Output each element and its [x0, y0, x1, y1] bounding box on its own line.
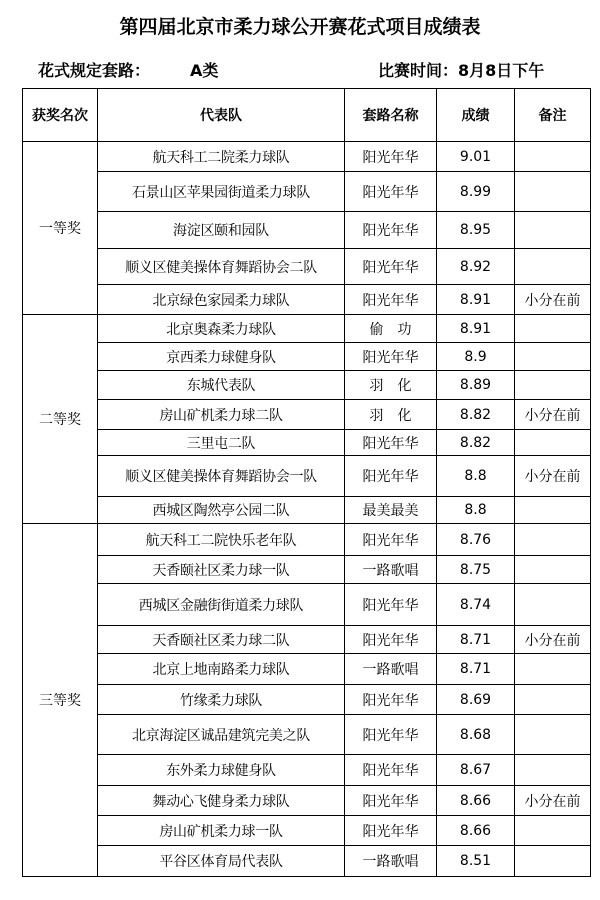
table-row — [23, 755, 591, 786]
routine-cell: 阳光年华 — [345, 172, 437, 212]
score-cell: 8.75 — [437, 556, 515, 584]
team-cell: 顺义区健美操体育舞蹈协会二队 — [98, 249, 345, 285]
note-cell: 小分在前 — [515, 456, 591, 497]
score-cell: 8.99 — [437, 172, 515, 212]
table-row — [23, 786, 591, 816]
note-cell — [515, 343, 591, 371]
score-cell: 8.66 — [437, 786, 515, 816]
team-cell: 天香颐社区柔力球一队 — [98, 556, 345, 584]
score-cell: 8.95 — [437, 212, 515, 249]
table-row — [23, 846, 591, 877]
score-cell: 8.51 — [437, 846, 515, 877]
team-cell: 西城区金融街街道柔力球队 — [98, 584, 345, 626]
note-cell — [515, 846, 591, 877]
note-cell — [515, 315, 591, 343]
score-cell: 8.71 — [437, 654, 515, 685]
note-cell — [515, 430, 591, 456]
header-award: 获奖名次 — [23, 89, 98, 142]
team-cell: 北京绿色家园柔力球队 — [98, 285, 345, 315]
score-cell: 8.69 — [437, 685, 515, 715]
score-cell: 8.9 — [437, 343, 515, 371]
note-cell — [515, 584, 591, 626]
header-row — [23, 89, 591, 142]
award-cell: 二等奖 — [23, 315, 98, 524]
routine-cell: 阳光年华 — [345, 249, 437, 285]
table-row — [23, 556, 591, 584]
header-team: 代表队 — [98, 89, 345, 142]
routine-cell: 阳光年华 — [345, 715, 437, 755]
routine-info — [38, 58, 218, 81]
routine-cell: 阳光年华 — [345, 755, 437, 786]
team-cell: 东外柔力球健身队 — [98, 755, 345, 786]
table-row — [23, 816, 591, 846]
note-cell — [515, 524, 591, 556]
routine-cell: 一路歌唱 — [345, 654, 437, 685]
score-cell: 8.66 — [437, 816, 515, 846]
score-cell: 8.92 — [437, 249, 515, 285]
routine-cell: 阳光年华 — [345, 816, 437, 846]
note-cell — [515, 715, 591, 755]
header-routine: 套路名称 — [345, 89, 437, 142]
routine-cell: 阳光年华 — [345, 584, 437, 626]
note-cell — [515, 142, 591, 172]
table-row — [23, 400, 591, 430]
routine-cell: 羽 化 — [345, 371, 437, 400]
results-table — [22, 88, 591, 877]
team-cell: 顺义区健美操体育舞蹈协会一队 — [98, 456, 345, 497]
table-row — [23, 315, 591, 343]
note-cell — [515, 654, 591, 685]
routine-cell: 阳光年华 — [345, 685, 437, 715]
routine-label: 花式规定套路： — [38, 61, 151, 80]
team-cell: 北京奥森柔力球队 — [98, 315, 345, 343]
team-cell: 平谷区体育局代表队 — [98, 846, 345, 877]
routine-cell: 阳光年华 — [345, 786, 437, 816]
table-row — [23, 497, 591, 524]
routine-cell: 羽 化 — [345, 400, 437, 430]
table-row — [23, 685, 591, 715]
page-title: 第四届北京市柔力球公开赛花式项目成绩表 — [119, 16, 481, 38]
team-cell: 天香颐社区柔力球二队 — [98, 626, 345, 654]
team-cell: 海淀区颐和园队 — [98, 212, 345, 249]
table-row — [23, 371, 591, 400]
note-cell — [515, 371, 591, 400]
note-cell — [515, 497, 591, 524]
routine-cell: 偷 功 — [345, 315, 437, 343]
score-cell: 8.82 — [437, 430, 515, 456]
score-cell: 8.68 — [437, 715, 515, 755]
team-cell: 石景山区苹果园街道柔力球队 — [98, 172, 345, 212]
note-cell — [515, 685, 591, 715]
score-cell: 8.91 — [437, 285, 515, 315]
team-cell: 房山矿机柔力球一队 — [98, 816, 345, 846]
team-cell: 京西柔力球健身队 — [98, 343, 345, 371]
note-cell — [515, 816, 591, 846]
table-row — [23, 212, 591, 249]
header-score: 成绩 — [437, 89, 515, 142]
note-cell — [515, 249, 591, 285]
table-row — [23, 172, 591, 212]
routine-cell: 阳光年华 — [345, 524, 437, 556]
routine-cell: 一路歌唱 — [345, 556, 437, 584]
score-cell: 8.8 — [437, 497, 515, 524]
score-cell: 8.76 — [437, 524, 515, 556]
note-cell — [515, 172, 591, 212]
award-cell: 一等奖 — [23, 142, 98, 315]
note-cell: 小分在前 — [515, 285, 591, 315]
table-row — [23, 715, 591, 755]
team-cell: 竹缘柔力球队 — [98, 685, 345, 715]
results-body — [23, 142, 591, 877]
routine-cell: 阳光年华 — [345, 142, 437, 172]
note-cell — [515, 556, 591, 584]
routine-cell: 一路歌唱 — [345, 846, 437, 877]
note-cell — [515, 755, 591, 786]
table-row — [23, 626, 591, 654]
score-cell: 8.91 — [437, 315, 515, 343]
routine-cell: 阳光年华 — [345, 343, 437, 371]
table-row — [23, 285, 591, 315]
team-cell: 北京上地南路柔力球队 — [98, 654, 345, 685]
score-cell: 8.74 — [437, 584, 515, 626]
table-row — [23, 142, 591, 172]
table-row — [23, 524, 591, 556]
table-row — [23, 343, 591, 371]
routine-cell: 阳光年华 — [345, 626, 437, 654]
team-cell: 北京海淀区诚品建筑完美之队 — [98, 715, 345, 755]
score-cell: 8.89 — [437, 371, 515, 400]
routine-cell: 阳光年华 — [345, 456, 437, 497]
note-cell: 小分在前 — [515, 626, 591, 654]
team-cell: 东城代表队 — [98, 371, 345, 400]
note-cell — [515, 212, 591, 249]
table-row — [23, 654, 591, 685]
team-cell: 航天科工二院快乐老年队 — [98, 524, 345, 556]
team-cell: 西城区陶然亭公园二队 — [98, 497, 345, 524]
team-cell: 三里屯二队 — [98, 430, 345, 456]
match-time: 比赛时间：8月8日下午 — [378, 61, 545, 80]
score-cell: 8.67 — [437, 755, 515, 786]
routine-cell: 最美最美 — [345, 497, 437, 524]
score-cell: 8.71 — [437, 626, 515, 654]
score-cell: 9.01 — [437, 142, 515, 172]
note-cell: 小分在前 — [515, 400, 591, 430]
team-cell: 舞动心飞健身柔力球队 — [98, 786, 345, 816]
routine-category: A类 — [190, 61, 219, 80]
table-row — [23, 584, 591, 626]
header-note: 备注 — [515, 89, 591, 142]
team-cell: 房山矿机柔力球二队 — [98, 400, 345, 430]
table-row — [23, 456, 591, 497]
routine-cell: 阳光年华 — [345, 285, 437, 315]
score-cell: 8.8 — [437, 456, 515, 497]
note-cell: 小分在前 — [515, 786, 591, 816]
routine-cell: 阳光年华 — [345, 212, 437, 249]
routine-cell: 阳光年华 — [345, 430, 437, 456]
team-cell: 航天科工二院柔力球队 — [98, 142, 345, 172]
table-row — [23, 430, 591, 456]
table-row — [23, 249, 591, 285]
score-cell: 8.82 — [437, 400, 515, 430]
award-cell: 三等奖 — [23, 524, 98, 877]
